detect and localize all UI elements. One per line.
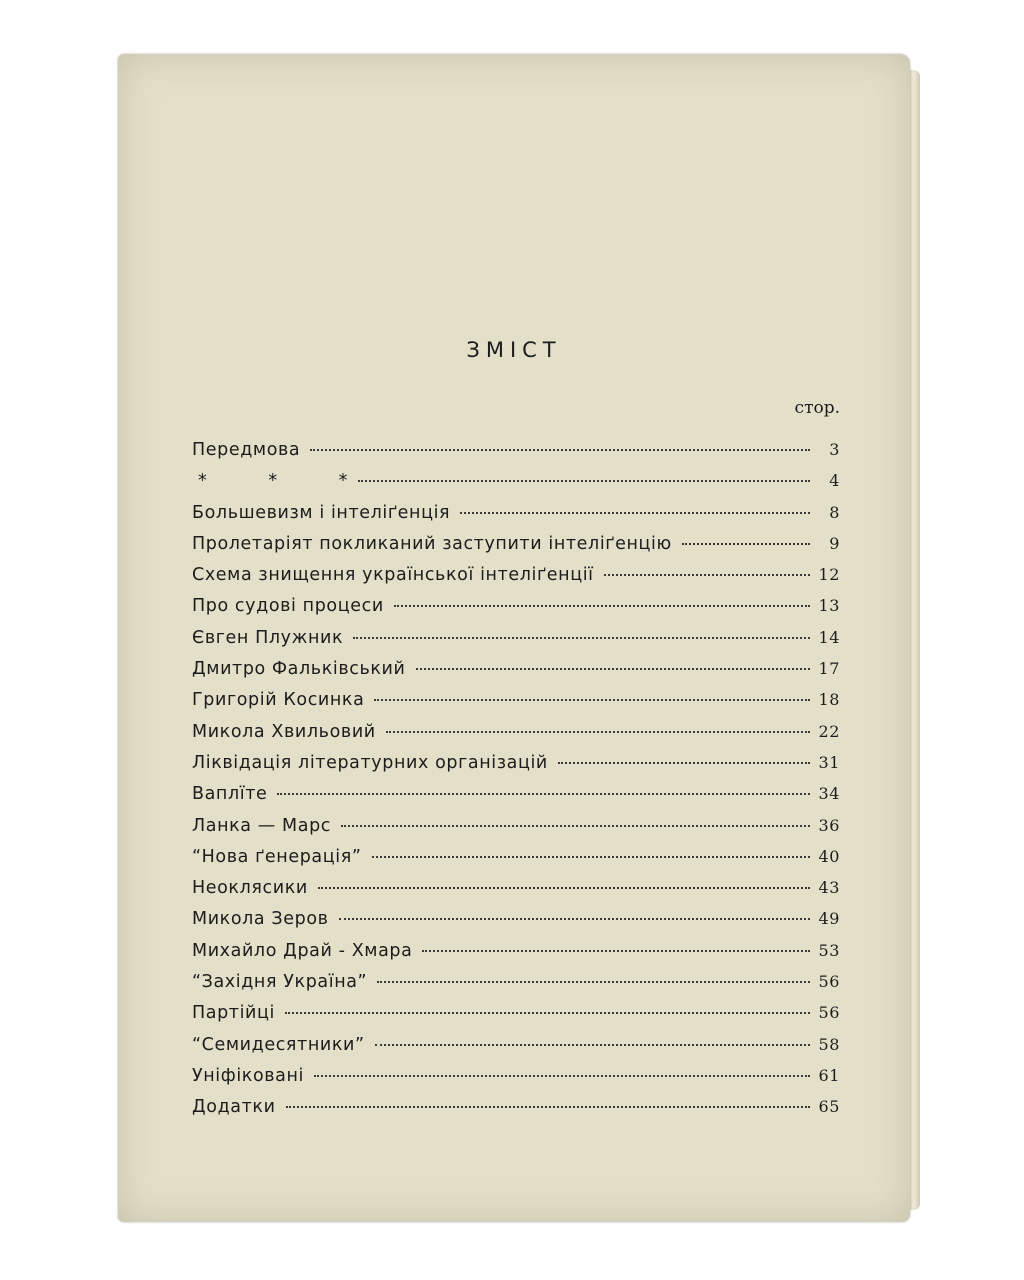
- toc-entry-title: Микола Хвильовий: [192, 721, 376, 742]
- dot-leader: [372, 856, 810, 858]
- dot-leader: [341, 825, 810, 827]
- toc-entry: [192, 753, 840, 784]
- toc-entry-title: Передмова: [192, 440, 301, 460]
- toc-entry-title: “Західня Україна”: [192, 972, 368, 993]
- toc-entry-page: 65: [818, 1097, 840, 1117]
- toc-entry-title: Микола Зеров: [192, 909, 329, 930]
- toc-entry-page: 49: [818, 909, 840, 929]
- toc-entry-title: Схема знищення української інтеліґенції: [192, 565, 594, 586]
- toc-entry: [192, 628, 840, 659]
- toc-entry: [192, 941, 840, 972]
- toc-entry-title: Дмитро Фальківський: [192, 659, 406, 680]
- toc-entry-page: 43: [818, 878, 840, 898]
- toc-entry-page: 31: [818, 752, 840, 772]
- toc-entry: [192, 596, 840, 627]
- dot-leader: [353, 637, 810, 639]
- toc-entry: [192, 1003, 840, 1034]
- page-column-label: стор.: [794, 398, 840, 418]
- toc-entry-title: Большевизм і інтеліґенція: [192, 502, 451, 523]
- dot-leader: [285, 1012, 810, 1014]
- toc-entry-title: Партійці: [192, 1003, 275, 1024]
- toc-entry-page: 17: [818, 659, 840, 679]
- toc-entry-page: 61: [818, 1065, 840, 1085]
- toc-entry-page: 56: [818, 1003, 840, 1023]
- toc-entry: [192, 471, 840, 502]
- toc-entry-page: 40: [818, 846, 840, 866]
- dot-leader: [358, 480, 810, 482]
- toc-entry-title: Євген Плужник: [192, 627, 344, 648]
- dot-leader: [604, 574, 810, 576]
- toc-entry-title: “Семидесятники”: [192, 1034, 365, 1055]
- toc-entry: [192, 503, 840, 534]
- dot-leader: [422, 950, 810, 952]
- toc-entry: [192, 722, 840, 753]
- toc-entry-page: 9: [829, 533, 840, 553]
- toc-entry-page: 12: [818, 565, 840, 585]
- dot-leader: [558, 762, 810, 764]
- dot-leader: [318, 887, 810, 889]
- toc-entry: [192, 565, 840, 596]
- toc-entry-page: 3: [829, 440, 840, 459]
- toc-entry-title: Григорій Косинка: [192, 690, 365, 711]
- toc-entry-title: Додатки: [192, 1097, 276, 1118]
- toc-entry: [192, 1066, 840, 1097]
- toc-entry-title: Ланка — Марс: [192, 815, 331, 836]
- toc-entry-title: “Нова ґенерація”: [192, 846, 362, 867]
- dot-leader: [682, 543, 810, 545]
- book-page: [118, 54, 910, 1222]
- toc-entry-title: Уніфіковані: [192, 1065, 305, 1086]
- toc-entry-page: 13: [818, 596, 840, 616]
- toc-entry-page: 18: [818, 690, 840, 710]
- dot-leader: [460, 512, 810, 514]
- dot-leader: [374, 699, 810, 701]
- table-of-contents: [192, 440, 840, 1129]
- toc-entry: [192, 816, 840, 847]
- toc-entry-page: 14: [818, 627, 840, 647]
- toc-entry: [192, 1035, 840, 1066]
- dot-leader: [277, 793, 810, 795]
- toc-entry-page: 53: [818, 940, 840, 960]
- toc-entry-page: 34: [818, 784, 840, 804]
- dot-leader: [375, 1044, 810, 1046]
- dot-leader: [416, 668, 810, 670]
- toc-entry: [192, 534, 840, 565]
- toc-entry-title: Ваплїте: [192, 784, 268, 805]
- toc-entry: [192, 878, 840, 909]
- toc-entry-title: Ліквідація літературних організацій: [192, 752, 548, 773]
- toc-entry-title: Михайло Драй - Хмара: [192, 940, 413, 961]
- toc-entry: [192, 847, 840, 878]
- dot-leader: [377, 981, 810, 983]
- toc-entry: [192, 972, 840, 1003]
- toc-entry: [192, 909, 840, 940]
- toc-entry-page: 56: [818, 972, 840, 992]
- dot-leader: [310, 449, 810, 451]
- toc-entry-page: 36: [818, 815, 840, 835]
- toc-entry: [192, 784, 840, 815]
- toc-heading: ЗМІСТ: [466, 338, 562, 362]
- toc-entry-page: 8: [829, 502, 840, 522]
- toc-entry: [192, 659, 840, 690]
- dot-leader: [394, 605, 810, 607]
- toc-entry: [192, 440, 840, 471]
- dot-leader: [286, 1106, 810, 1108]
- toc-entry-title: Неоклясики: [192, 878, 308, 899]
- dot-leader: [339, 918, 810, 920]
- toc-entry-page: 22: [818, 721, 840, 741]
- toc-entry: [192, 690, 840, 721]
- toc-entry-title: Пролетаріят покликаний заступити інтеліґенцію: [192, 533, 672, 554]
- toc-entry-title: * * *: [198, 471, 376, 492]
- toc-entry-page: 4: [829, 471, 840, 491]
- dot-leader: [386, 731, 810, 733]
- dot-leader: [314, 1075, 810, 1077]
- toc-entry-page: 58: [818, 1034, 840, 1054]
- toc-entry-title: Про судові процеси: [192, 596, 384, 617]
- toc-entry: [192, 1097, 840, 1128]
